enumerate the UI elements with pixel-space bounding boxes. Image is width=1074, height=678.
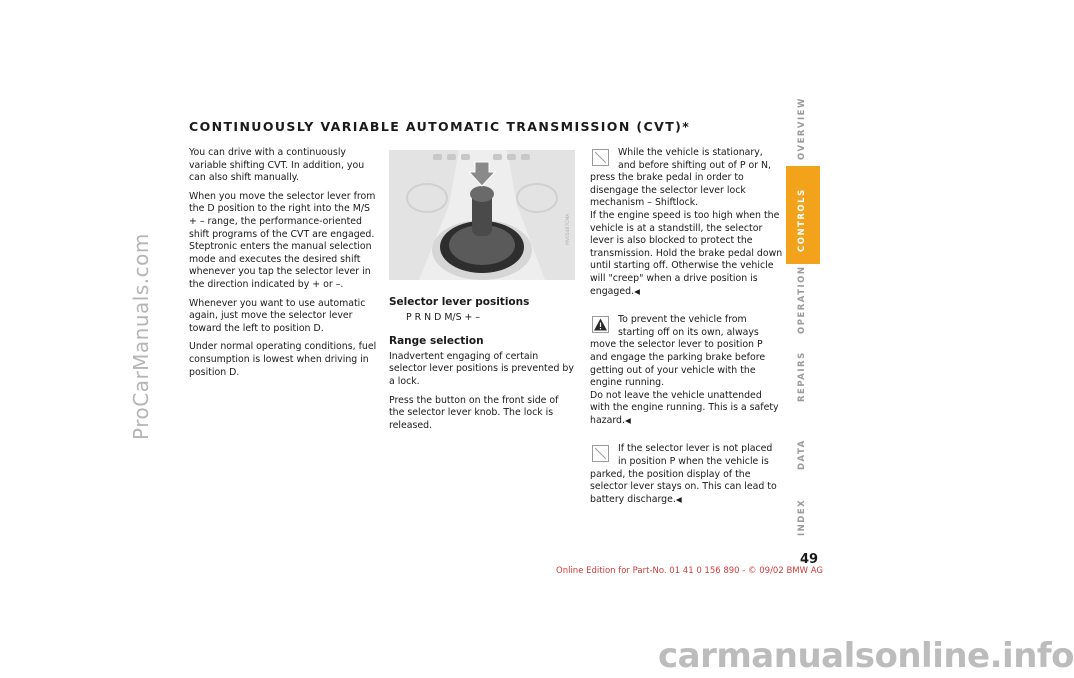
selector-sequence: P R N D M/S + – xyxy=(406,311,481,323)
note-text: If the engine speed is too high when the vehicle is at a standstill, the selector lever is also blocked to protect the transmission. Hold the brake pedal down until starting off. Otherwise the vehicle will "creep" when a drive position is engaged. xyxy=(590,209,783,297)
tab-index[interactable] xyxy=(786,482,820,538)
procarmanuals-watermark: ProCarManuals.com xyxy=(129,233,153,440)
tab-index-label: INDEX xyxy=(797,498,807,536)
range-paragraph: Inadvertent engaging of certain selector lever positions is prevented by a lock. xyxy=(389,350,574,387)
edition-footer: Online Edition for Part-No. 01 41 0 156 890 - © 09/02 BMW AG xyxy=(556,566,823,576)
tab-repairs[interactable] xyxy=(786,338,820,410)
section-sidebar xyxy=(786,98,820,538)
note-shiftlock xyxy=(590,147,783,298)
tab-data[interactable] xyxy=(786,410,820,482)
note-text: If the selector lever is not placed in position P when the vehicle is parked, the position display of the selector lever stays on. This can lead to battery discharge. xyxy=(590,443,777,505)
tab-data-label: DATA xyxy=(797,439,807,470)
selector-column xyxy=(389,296,575,438)
figure-code: MV05487CMA xyxy=(566,213,571,245)
note-parking xyxy=(590,314,783,427)
note-battery xyxy=(590,443,783,506)
carmanualsonline-watermark: carmanualsonline.info xyxy=(658,636,1074,676)
range-selection-heading: Range selection xyxy=(389,335,484,348)
end-marker: ◀ xyxy=(624,415,631,425)
tab-overview[interactable] xyxy=(786,98,820,166)
tab-repairs-label: REPAIRS xyxy=(797,351,807,402)
end-marker: ◀ xyxy=(675,494,682,504)
warning-icon xyxy=(592,316,609,333)
intro-column xyxy=(189,147,379,385)
intro-paragraph: Whenever you want to use automatic again, just move the selector lever toward the left to position D. xyxy=(189,297,366,334)
selector-positions-heading: Selector lever positions xyxy=(389,296,530,308)
intro-paragraph: You can drive with a continuously variable shifting CVT. In addition, you can also shift manually. xyxy=(189,147,365,184)
range-paragraph: Press the button on the front side of the selector lever knob. The lock is released. xyxy=(389,394,559,431)
note-icon xyxy=(592,149,609,166)
tab-controls-label: CONTROLS xyxy=(797,188,807,252)
notes-column xyxy=(590,147,783,522)
gear-selector-figure xyxy=(389,150,575,280)
tab-overview-label: OVERVIEW xyxy=(797,97,807,160)
note-icon xyxy=(592,445,609,462)
end-marker: ◀ xyxy=(634,286,640,296)
note-text: Do not leave the vehicle unattended with the engine running. This is a safety hazard. xyxy=(590,389,779,426)
page-title: CONTINUOUSLY VARIABLE AUTOMATIC TRANSMISSION (CVT)* xyxy=(189,119,691,134)
note-text: While the vehicle is stationary, and before shifting out of P or N, press the brake pedal in order to disengage the selector lever lock mechanism – Shiftlock. xyxy=(590,147,772,209)
tab-operation-label: OPERATION xyxy=(797,265,807,334)
gear-selector-lever-photo xyxy=(389,150,575,280)
tab-operation[interactable] xyxy=(786,264,820,338)
intro-paragraph: Under normal operating conditions, fuel consumption is lowest when driving in position D. xyxy=(189,341,377,378)
intro-paragraph: When you move the selector lever from the D position to the right into the M/S + – range, the performance-oriented shift programs of the CVT are engaged. Steptronic enters the manual selection mode and executes the desired shift whenever you tap the selector lever in the direction indicated by + or –. xyxy=(189,190,376,290)
note-text: To prevent the vehicle from starting off on its own, always move the selector lever to position P and engage the parking brake before getting out of your vehicle with the engine running. xyxy=(590,314,766,389)
page-number: 49 xyxy=(800,552,819,567)
tab-controls[interactable] xyxy=(786,166,820,264)
